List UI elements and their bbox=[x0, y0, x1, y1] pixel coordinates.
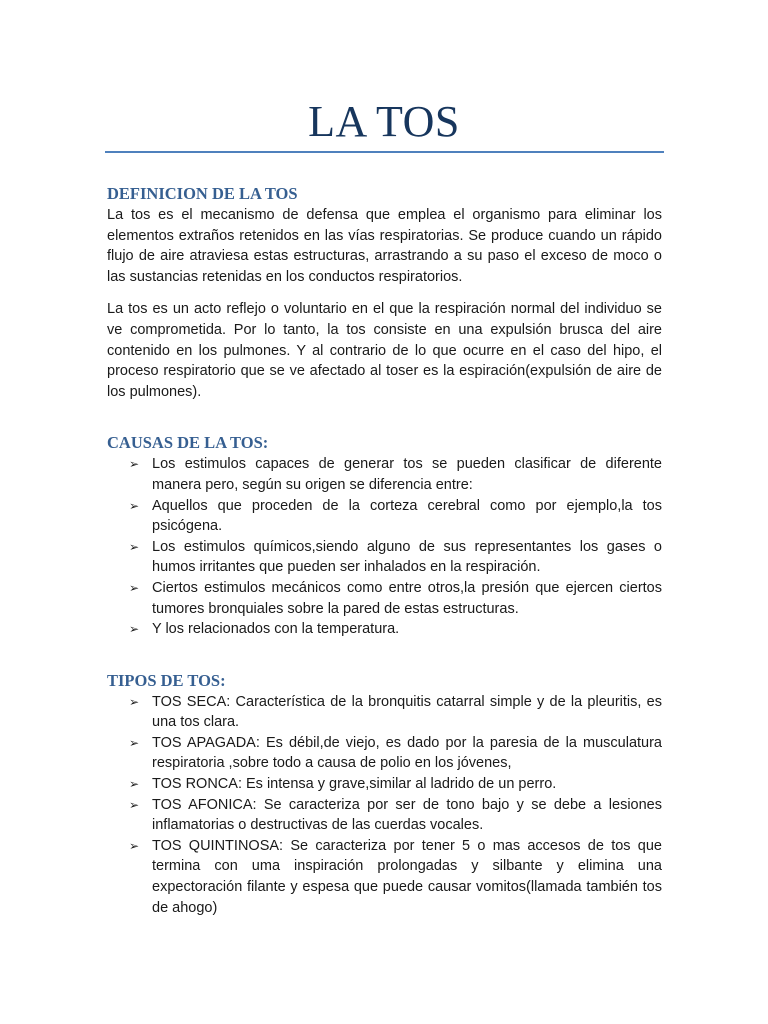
paragraph-definicion-2: La tos es un acto reflejo o voluntario en el que la respiración normal del individuo se ve comprometida. Por lo tanto, la tos consiste en una expulsión brusca del aire contenido en los pulmones. Y al contrario de lo que ocurre en el caso del hipo, el proceso respiratorio que se ve afectado al toser es la espiración(expulsión de aire de los pulmones). bbox=[107, 301, 662, 400]
document-body bbox=[107, 183, 662, 918]
heading-definicion: DEFINICION DE LA TOS bbox=[107, 184, 298, 203]
paragraph-definicion-1: La tos es el mecanismo de defensa que emplea el organismo para eliminar los elementos extraños retenidos en las vías respiratorias. Se produce cuando un rápido flujo de aire atraviesa estas estructuras, arrastrando a su paso el exceso de moco o las sustancias retenidas en los conductos respiratorios. bbox=[107, 207, 662, 285]
arrow-bullet-icon: ➢ bbox=[129, 797, 140, 812]
list-item-text: TOS SECA: Característica de la bronquitis catarral simple y de la pleuritis, es una tos clara. bbox=[152, 693, 662, 731]
list-tipos bbox=[107, 692, 662, 919]
list-item-text: TOS RONCA: Es intensa y grave,similar al ladrido de un perro. bbox=[152, 776, 557, 793]
list-item-text: Los estimulos químicos,siendo alguno de sus representantes los gases o humos irritantes que pueden ser inhalados en la respiración. bbox=[152, 538, 662, 576]
heading-tipos: TIPOS DE TOS: bbox=[107, 670, 226, 690]
list-item bbox=[107, 733, 662, 774]
arrow-bullet-icon: ➢ bbox=[129, 838, 140, 853]
page-title: LA TOS bbox=[308, 97, 460, 146]
title-underline bbox=[105, 151, 664, 153]
arrow-bullet-icon: ➢ bbox=[129, 735, 140, 750]
arrow-bullet-icon: ➢ bbox=[129, 694, 140, 709]
list-item bbox=[107, 836, 662, 918]
list-item-text: Y los relacionados con la temperatura. bbox=[152, 621, 400, 638]
list-item bbox=[107, 619, 662, 640]
list-item-text: TOS QUINTINOSA: Se caracteriza por tener 5 o mas accesos de tos que termina con uma inspiración prolongadas y silbante y elimina una expectoración filante y espesa que puede causar vomitos(llamada también tos de ahogo) bbox=[152, 837, 662, 916]
list-item bbox=[107, 496, 662, 537]
arrow-bullet-icon: ➢ bbox=[129, 777, 140, 792]
arrow-bullet-icon: ➢ bbox=[129, 580, 140, 595]
list-item bbox=[107, 537, 662, 578]
list-item bbox=[107, 692, 662, 733]
arrow-bullet-icon: ➢ bbox=[129, 539, 140, 554]
list-item-text: TOS AFONICA: Se caracteriza por ser de tono bajo y se debe a lesiones inflamatorias o destructivas de las cuerdas vocales. bbox=[152, 796, 662, 834]
list-item-text: Aquellos que proceden de la corteza cerebral como por ejemplo,la tos psicógena. bbox=[152, 497, 662, 535]
list-item bbox=[107, 454, 662, 495]
list-item-text: Los estimulos capaces de generar tos se pueden clasificar de diferente manera pero, según su origen se diferencia entre: bbox=[152, 456, 662, 493]
list-item-text: Ciertos estimulos mecánicos como entre otros,la presión que ejercen ciertos tumores bronquiales sobre la pared de estas estructuras. bbox=[152, 579, 662, 617]
heading-causas: CAUSAS DE LA TOS: bbox=[107, 433, 269, 453]
list-causas bbox=[107, 454, 662, 639]
arrow-bullet-icon: ➢ bbox=[129, 498, 140, 513]
list-item bbox=[107, 774, 662, 795]
list-item-text: TOS APAGADA: Es débil,de viejo, es dado por la paresia de la musculatura respiratoria ,sobre todo a causa de polio en los jóvenes, bbox=[152, 734, 662, 772]
list-item bbox=[107, 795, 662, 836]
arrow-bullet-icon: ➢ bbox=[129, 457, 140, 472]
list-item bbox=[107, 578, 662, 619]
arrow-bullet-icon: ➢ bbox=[129, 622, 140, 637]
